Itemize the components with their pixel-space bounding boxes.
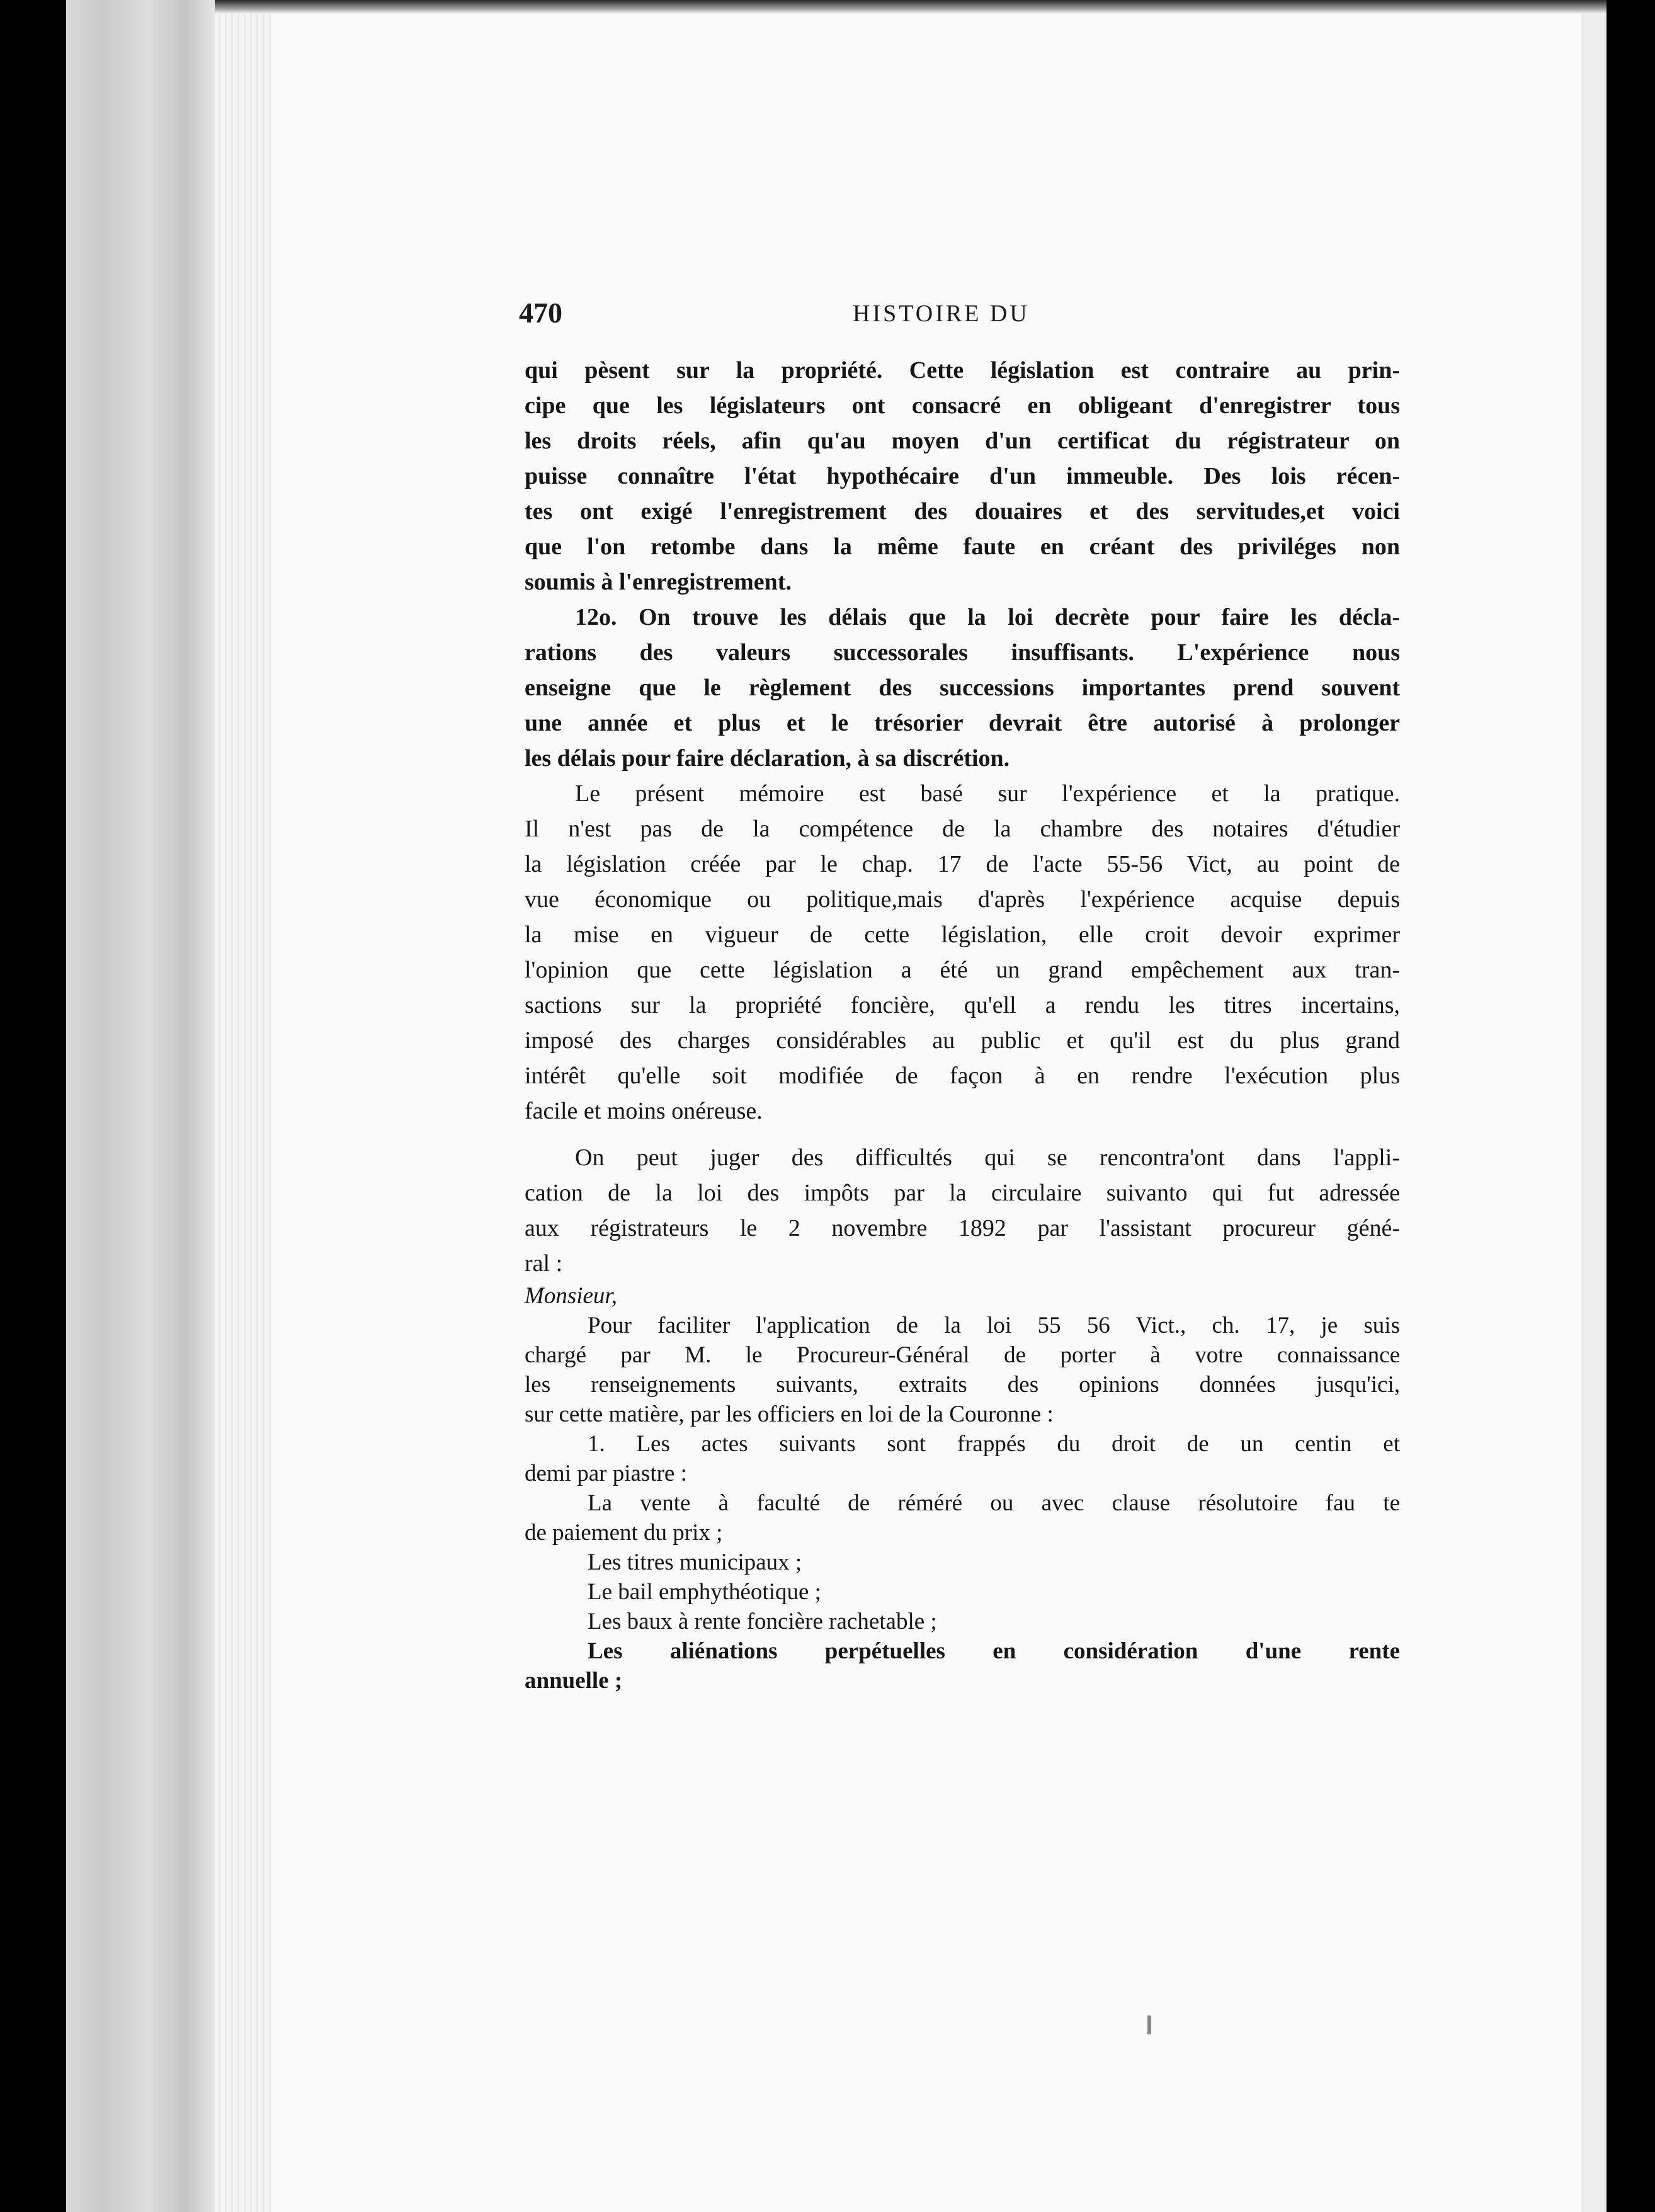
- right-margin: [1581, 0, 1607, 2212]
- text-line: l'opinion que cette législation a été un grand empêchement aux tran-: [525, 957, 1400, 983]
- text-line: On peut juger des difficultés qui se rencontra'ont dans l'appli-: [575, 1144, 1400, 1171]
- text-line: Il n'est pas de la compétence de la chambre des notaires d'étudier: [525, 816, 1400, 842]
- text-line: intérêt qu'elle soit modifiée de façon à en rendre l'exécution plus: [525, 1063, 1400, 1089]
- text-line: facile et moins onéreuse.: [525, 1098, 763, 1124]
- text-line: Le bail emphythéotique ;: [588, 1579, 821, 1605]
- text-line: de paiement du prix ;: [525, 1520, 723, 1546]
- text-line: Pour faciliter l'application de la loi 55 56 Vict., ch. 17, je suis: [588, 1313, 1400, 1338]
- text-line: cation de la loi des impôts par la circulaire suivanto qui fut adressée: [525, 1180, 1400, 1206]
- text-line: Les titres municipaux ;: [588, 1549, 802, 1575]
- text-line: la législation créée par le chap. 17 de l'acte 55-56 Vict, au point de: [525, 851, 1400, 877]
- paragraph: [525, 353, 1400, 600]
- text-line: sur cette matière, par les officiers en loi de la Couronne :: [525, 1401, 1054, 1427]
- body-text: [525, 353, 1400, 1696]
- paragraph: [525, 1140, 1400, 1281]
- running-title: HISTOIRE DU: [853, 300, 1030, 327]
- text-line: La vente à faculté de réméré ou avec clause résolutoire fau te: [588, 1490, 1400, 1516]
- paragraph: [525, 600, 1400, 776]
- page-stack-edges: [215, 0, 271, 2212]
- text-line: demi par piastre :: [525, 1461, 687, 1486]
- text-line: les renseignements suivants, extraits des opinions données jusqu'ici,: [525, 1372, 1400, 1398]
- text-line: ral :: [525, 1250, 563, 1277]
- text-line: cipe que les législateurs ont consacré en obligeant d'enregistrer tous: [525, 392, 1400, 419]
- text-line: tes ont exigé l'enregistrement des douaires et des servitudes,et voici: [525, 498, 1400, 525]
- text-line: Les aliénations perpétuelles en considération d'une rente: [588, 1638, 1400, 1664]
- ink-speck: [1147, 2015, 1151, 2034]
- text-line: une année et plus et le trésorier devrait être autorisé à prolonger: [525, 710, 1400, 736]
- text-line: sactions sur la propriété foncière, qu'ell a rendu les titres incertains,: [525, 992, 1400, 1018]
- text-line: soumis à l'enregistrement.: [525, 569, 792, 595]
- text-line: Le présent mémoire est basé sur l'expérience et la pratique.: [575, 780, 1400, 807]
- quoted-circular: [525, 1281, 1400, 1696]
- page-number: 470: [519, 297, 562, 329]
- text-line: enseigne que le règlement des successions importantes prend souvent: [525, 675, 1400, 701]
- text-line: imposé des charges considérables au public et qu'il est du plus grand: [525, 1027, 1400, 1054]
- paragraph: [525, 776, 1400, 1129]
- text-line: qui pèsent sur la propriété. Cette législation est contraire au prin-: [525, 357, 1400, 384]
- book-cover-edge: [66, 0, 215, 2212]
- salutation: Monsieur,: [525, 1283, 617, 1309]
- text-line: que l'on retombe dans la même faute en créant des priviléges non: [525, 533, 1400, 560]
- text-line: annuelle ;: [525, 1668, 623, 1694]
- text-line: chargé par M. le Procureur-Général de porter à votre connaissance: [525, 1342, 1400, 1368]
- text-line: 1. Les actes suivants sont frappés du droit de un centin et: [588, 1431, 1400, 1457]
- text-line: vue économique ou politique,mais d'après l'expérience acquise depuis: [525, 886, 1400, 913]
- text-line: rations des valeurs successorales insuffisants. L'expérience nous: [525, 639, 1400, 666]
- text-line: la mise en vigueur de cette législation, elle croit devoir exprimer: [525, 921, 1400, 948]
- text-line: aux régistrateurs le 2 novembre 1892 par l'assistant procureur géné-: [525, 1215, 1400, 1241]
- page-header: [519, 296, 1401, 340]
- text-line: puisse connaître l'état hypothécaire d'un immeuble. Des lois récen-: [525, 463, 1400, 489]
- text-line: Les baux à rente foncière rachetable ;: [588, 1609, 937, 1634]
- text-line: les délais pour faire déclaration, à sa discrétion.: [525, 745, 1010, 772]
- text-line: les droits réels, afin qu'au moyen d'un certificat du régistrateur on: [525, 428, 1400, 454]
- top-shadow: [215, 0, 1607, 14]
- text-line: 12o. On trouve les délais que la loi decrète pour faire les décla-: [575, 604, 1400, 630]
